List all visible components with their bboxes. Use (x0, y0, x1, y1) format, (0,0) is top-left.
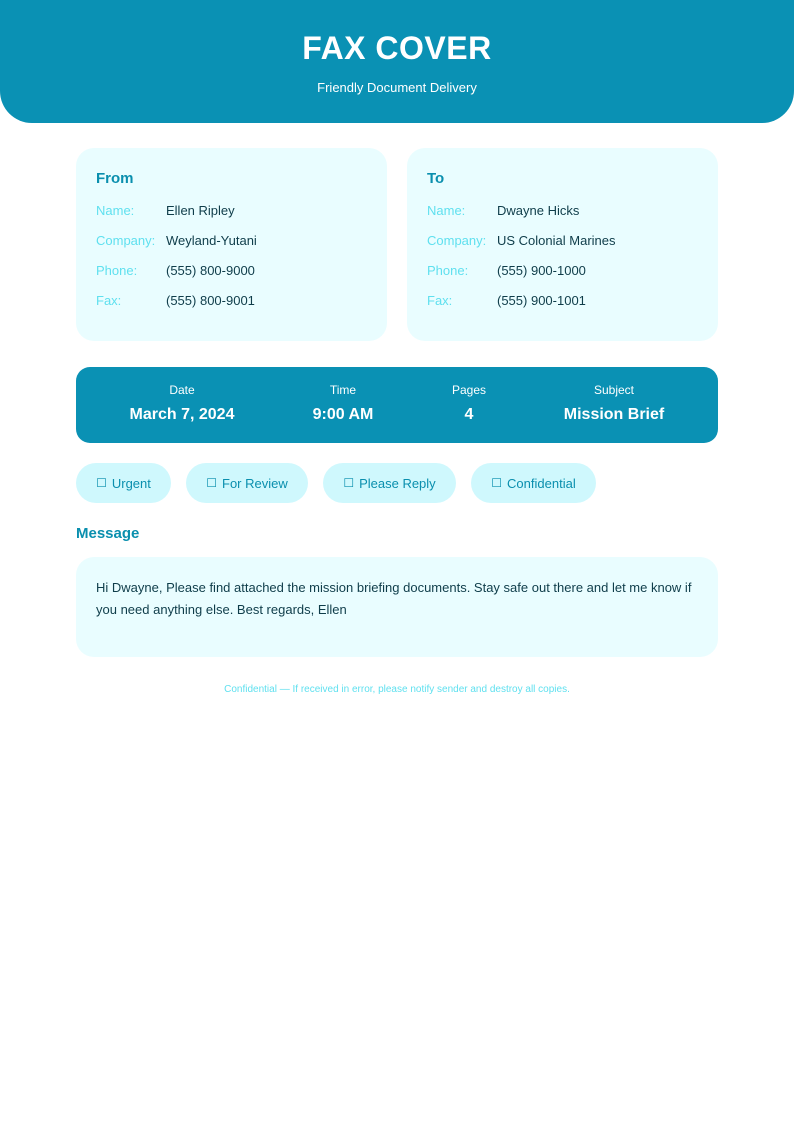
to-name-row (427, 202, 698, 232)
from-phone-row (96, 262, 367, 292)
from-fax-value: (555) 800-9001 (166, 293, 255, 308)
flag-label: For Review (222, 475, 288, 491)
field-label: Company: (427, 233, 487, 248)
field-label: Name: (427, 203, 466, 218)
confidential-notice: Confidential — If received in error, please notify sender and destroy all copies. (224, 684, 570, 695)
flag-label: Urgent (111, 475, 151, 491)
message-body: Hi Dwayne, Please find attached the mission briefing documents. Stay safe out there and let me know if you need anything else. Best regards, Ellen (76, 557, 718, 657)
flag-label: Confidential (507, 475, 576, 491)
to-phone-row (427, 262, 698, 292)
to-title: To (427, 170, 445, 187)
date-info (130, 383, 235, 424)
from-phone-value: (555) 800-9000 (166, 263, 255, 278)
from-name-value: Ellen Ripley (166, 203, 235, 218)
field-label: Company: (96, 233, 156, 248)
pages-info (452, 383, 486, 424)
field-label: Phone: (96, 263, 138, 278)
to-phone-value: (555) 900-1000 (497, 263, 586, 278)
from-title: From (96, 170, 134, 187)
subject-info (564, 383, 664, 424)
checkbox-icon[interactable]: ☐ (96, 476, 107, 490)
flag-for-review[interactable] (186, 463, 308, 503)
pages-label: Pages (451, 383, 487, 397)
to-fax-row (427, 292, 698, 322)
to-name-value: Dwayne Hicks (497, 203, 580, 218)
to-company-row (427, 232, 698, 262)
checkbox-icon[interactable]: ☐ (206, 476, 217, 490)
time-value: 9:00 AM (312, 406, 374, 423)
subject-label: Subject (593, 383, 635, 397)
subject-value: Mission Brief (563, 406, 665, 423)
field-label: Fax: (427, 293, 453, 308)
to-card (407, 148, 718, 341)
flag-label: Please Reply (359, 475, 436, 491)
field-label: Phone: (427, 263, 469, 278)
page-subtitle: Friendly Document Delivery (317, 80, 477, 95)
from-fax-row (96, 292, 367, 322)
from-name-row (96, 202, 367, 232)
field-label: Name: (96, 203, 135, 218)
flag-confidential[interactable] (471, 463, 596, 503)
from-card (76, 148, 387, 341)
date-value: March 7, 2024 (129, 406, 235, 423)
message-title: Message (76, 525, 140, 542)
flag-please-reply[interactable] (323, 463, 456, 503)
checkbox-icon[interactable]: ☐ (343, 476, 355, 490)
from-company-row (96, 232, 367, 262)
header-banner (0, 0, 794, 123)
checkbox-icon[interactable]: ☐ (491, 476, 503, 490)
time-info (313, 383, 374, 424)
field-label: Fax: (96, 293, 122, 308)
time-label: Time (329, 383, 357, 397)
from-company-value: Weyland-Yutani (166, 233, 257, 248)
to-company-value: US Colonial Marines (497, 233, 616, 248)
flag-urgent[interactable] (76, 463, 171, 503)
fax-info-bar (76, 367, 718, 443)
date-label: Date (169, 383, 195, 397)
page-title: FAX COVER (302, 30, 492, 66)
to-fax-value: (555) 900-1001 (497, 293, 586, 308)
pages-value: 4 (464, 406, 474, 423)
